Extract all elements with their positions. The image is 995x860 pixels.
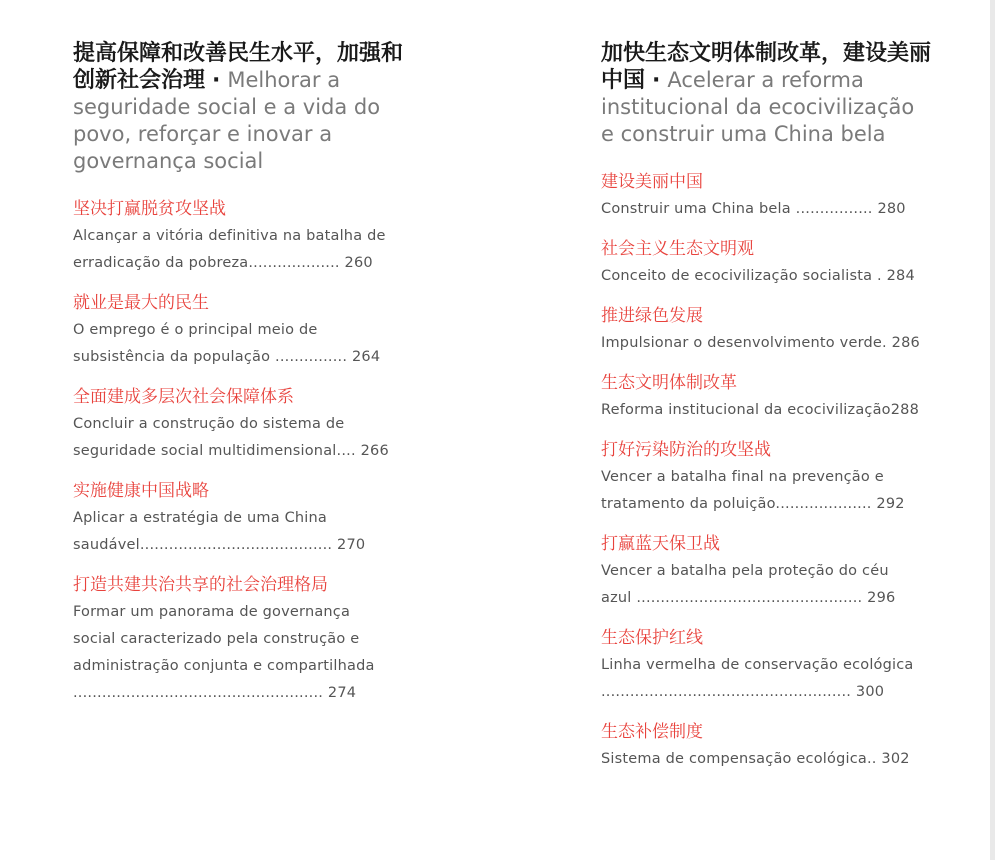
toc-leader-dots: .................................................... xyxy=(601,684,852,700)
section-heading-zh: 提高保障和改善民生水平，加强和创新社会治理 xyxy=(73,41,404,93)
toc-entry-title-pt: Conceito de ecocivilização socialista . 284 xyxy=(601,268,915,284)
toc-page-number: 264 xyxy=(351,349,381,365)
toc-entry[interactable] xyxy=(73,291,403,371)
page-edge xyxy=(990,0,995,860)
toc-page-number: 286 xyxy=(891,335,920,351)
section-heading xyxy=(73,40,403,175)
toc-leader-dots: ............... xyxy=(275,349,348,365)
toc-entry-title-zh: 就业是最大的民生 xyxy=(73,293,209,313)
toc-entry-title-pt: Alcançar a vitória definitiva na batalha de erradicação da pobreza................... 260 xyxy=(73,228,386,271)
toc-entry-title-zh: 打赢蓝天保卫战 xyxy=(601,534,720,554)
toc-entry[interactable] xyxy=(73,479,403,559)
toc-entry[interactable] xyxy=(73,197,403,277)
section-heading-separator: · xyxy=(652,68,661,93)
toc-page-number: 284 xyxy=(886,268,915,284)
section-heading-zh: 加快生态文明体制改革，建设美丽中国 xyxy=(601,41,932,93)
toc-entry[interactable] xyxy=(601,532,931,612)
toc-entry-title-pt: Impulsionar o desenvolvimento verde. 286 xyxy=(601,335,920,351)
toc-entry-title-pt: Aplicar a estratégia de uma China saudável........................................ 270 xyxy=(73,510,366,553)
toc-leader-dots: .. xyxy=(866,751,877,767)
toc-entry-title-pt: Reforma institucional da ecocivilização288 xyxy=(601,402,920,418)
toc-page-number: 280 xyxy=(877,201,906,217)
toc-entry[interactable] xyxy=(73,385,403,465)
toc-page-number: 270 xyxy=(337,537,366,553)
toc-leader-dots: ................... xyxy=(248,255,340,271)
toc-page-number: 260 xyxy=(344,255,373,271)
toc-entry-title-zh: 全面建成多层次社会保障体系 xyxy=(73,387,294,407)
section-heading xyxy=(601,40,931,148)
toc-page-number: 292 xyxy=(876,496,905,512)
toc-page-number: 274 xyxy=(327,685,357,701)
toc-entry[interactable] xyxy=(601,720,931,773)
toc-entry-title-pt: Construir uma China bela ................ 280 xyxy=(601,201,906,217)
toc-entry-title-zh: 坚决打赢脱贫攻坚战 xyxy=(73,199,226,219)
toc-leader-dots: . xyxy=(876,268,882,284)
toc-leader-dots: . xyxy=(882,335,887,351)
toc-page-number: 302 xyxy=(881,751,910,767)
toc-page-number: 288 xyxy=(890,402,920,418)
toc-entry-title-zh: 生态文明体制改革 xyxy=(601,373,737,393)
section-heading-pt: Melhorar a seguridade social e a vida do povo, reforçar e inovar a governança social xyxy=(73,68,381,173)
toc-entry-title-zh: 建设美丽中国 xyxy=(601,172,703,192)
toc-leader-dots: ............................................... xyxy=(636,590,863,606)
section-heading-pt: Acelerar a reforma institucional da ecocivilização e construir uma China bela xyxy=(601,68,915,146)
section-heading-separator: · xyxy=(212,68,221,93)
toc-entry-title-zh: 生态补偿制度 xyxy=(601,722,703,742)
toc-column-right xyxy=(601,40,931,787)
toc-entry[interactable] xyxy=(601,170,931,223)
toc-entry-title-pt: Linha vermelha de conservação ecológica .................................................... 300 xyxy=(601,657,914,700)
toc-entry-title-pt: Vencer a batalha pela proteção do céu azul ............................................... 296 xyxy=(601,563,896,606)
toc-entry[interactable] xyxy=(73,573,403,707)
toc-leader-dots: ................ xyxy=(795,201,873,217)
toc-entry[interactable] xyxy=(601,438,931,518)
toc-entry-title-zh: 实施健康中国战略 xyxy=(73,481,209,501)
toc-page-number: 300 xyxy=(855,684,885,700)
toc-leader-dots: ........................................ xyxy=(139,537,333,553)
toc-entry[interactable] xyxy=(601,371,931,424)
toc-leader-dots: .................... xyxy=(775,496,872,512)
toc-leader-dots: .... xyxy=(336,443,356,459)
toc-entry-title-zh: 社会主义生态文明观 xyxy=(601,239,754,259)
toc-page-number: 296 xyxy=(867,590,896,606)
toc-entry-title-pt: Vencer a batalha final na prevenção e tratamento da poluição.................... 292 xyxy=(601,469,905,512)
toc-entry[interactable] xyxy=(601,626,931,706)
toc-entry-title-zh: 打造共建共治共享的社会治理格局 xyxy=(73,575,328,595)
toc-entry-title-pt: Concluir a construção do sistema de seguridade social multidimensional.... 266 xyxy=(73,416,389,459)
toc-column-left xyxy=(73,40,403,721)
toc-page-number: 266 xyxy=(360,443,389,459)
toc-entry-title-pt: Sistema de compensação ecológica.. 302 xyxy=(601,751,910,767)
toc-entry[interactable] xyxy=(601,237,931,290)
toc-entry[interactable] xyxy=(601,304,931,357)
toc-entry-title-pt: Formar um panorama de governança social caracterizado pela construção e administração conjunta e compartilhada .................................................... 274 xyxy=(73,604,375,701)
toc-entry-title-zh: 生态保护红线 xyxy=(601,628,703,648)
toc-entry-title-zh: 打好污染防治的攻坚战 xyxy=(601,440,771,460)
toc-leader-dots: .................................................... xyxy=(73,685,324,701)
toc-entry-title-pt: O emprego é o principal meio de subsistência da população ............... 264 xyxy=(73,322,381,365)
toc-entry-title-zh: 推进绿色发展 xyxy=(601,306,703,326)
